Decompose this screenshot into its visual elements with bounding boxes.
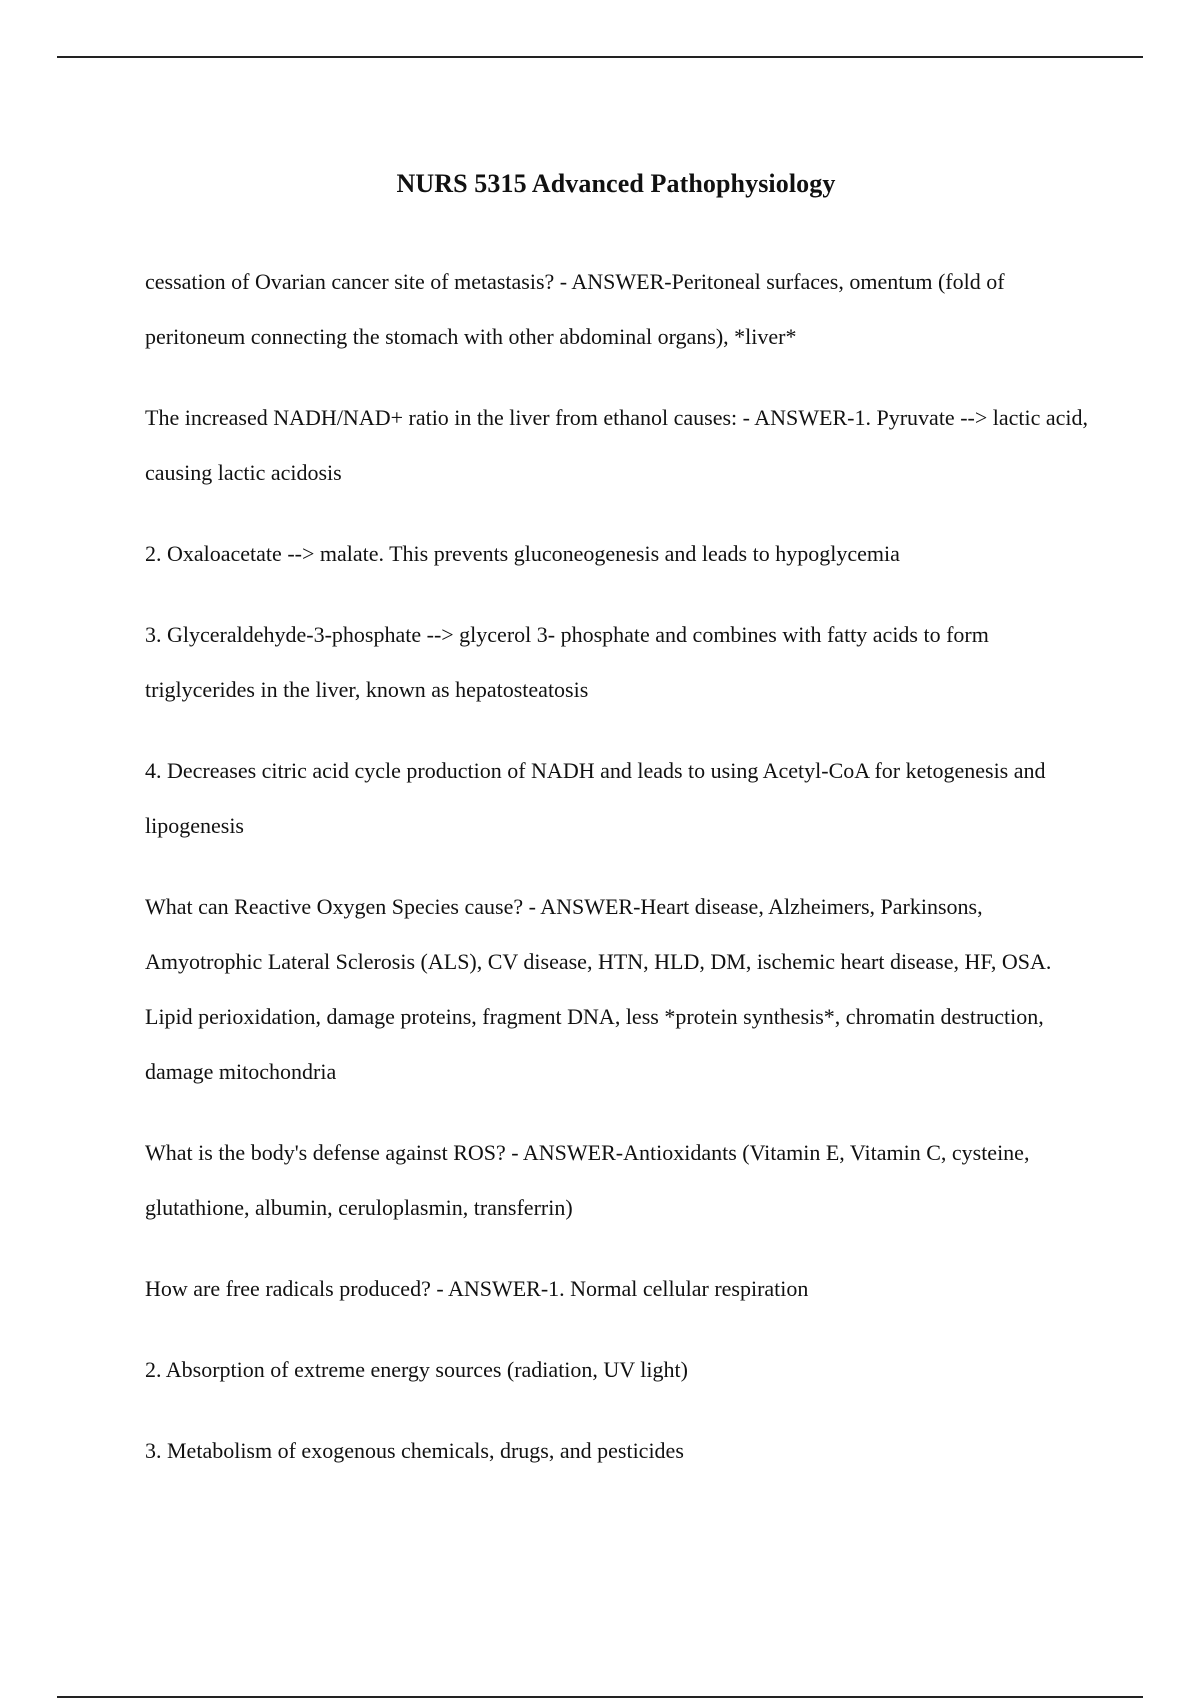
paragraph-nadh-ratio: The increased NADH/NAD+ ratio in the liver from ethanol causes: - ANSWER-1. Pyruvate --> lactic acid, causing lactic acidosis [145, 405, 1089, 485]
paragraph-citric-acid-cycle: 4. Decreases citric acid cycle production of NADH and leads to using Acetyl-CoA for ketogenesis and lipogenesis [145, 758, 1046, 838]
paragraph-oxaloacetate: 2. Oxaloacetate --> malate. This prevents gluconeogenesis and leads to hypoglycemia [145, 541, 900, 566]
paragraph-ros-defense: What is the body's defense against ROS? - ANSWER-Antioxidants (Vitamin E, Vitamin C, cysteine, glutathione, albumin, ceruloplasmin, transferrin) [145, 1140, 1030, 1220]
paragraph-energy-absorption: 2. Absorption of extreme energy sources (radiation, UV light) [145, 1357, 688, 1382]
paragraph-ovarian-metastasis: cessation of Ovarian cancer site of metastasis? - ANSWER-Peritoneal surfaces, omentum (fold of peritoneum connecting the stomach with other abdominal organs), *liver* [145, 269, 1005, 349]
page-title: NURS 5315 Advanced Pathophysiology [396, 169, 836, 198]
bottom-rule [57, 1696, 1143, 1698]
paragraph-exogenous-metabolism: 3. Metabolism of exogenous chemicals, drugs, and pesticides [145, 1438, 684, 1463]
paragraph-ros-effects: What can Reactive Oxygen Species cause? - ANSWER-Heart disease, Alzheimers, Parkinsons, Amyotrophic Lateral Sclerosis (ALS), CV disease, HTN, HLD, DM, ischemic heart disease, HF, OSA. Lipid perioxidation, damage proteins, fragment DNA, less *protein synthesis*, chromatin destruction, damage mitochondria [145, 894, 1052, 1084]
document-body [145, 254, 1095, 1504]
top-rule [57, 56, 1143, 58]
paragraph-free-radicals: How are free radicals produced? - ANSWER-1. Normal cellular respiration [145, 1276, 809, 1301]
paragraph-glyceraldehyde: 3. Glyceraldehyde-3-phosphate --> glycerol 3- phosphate and combines with fatty acids to form triglycerides in the liver, known as hepatosteatosis [145, 622, 989, 702]
